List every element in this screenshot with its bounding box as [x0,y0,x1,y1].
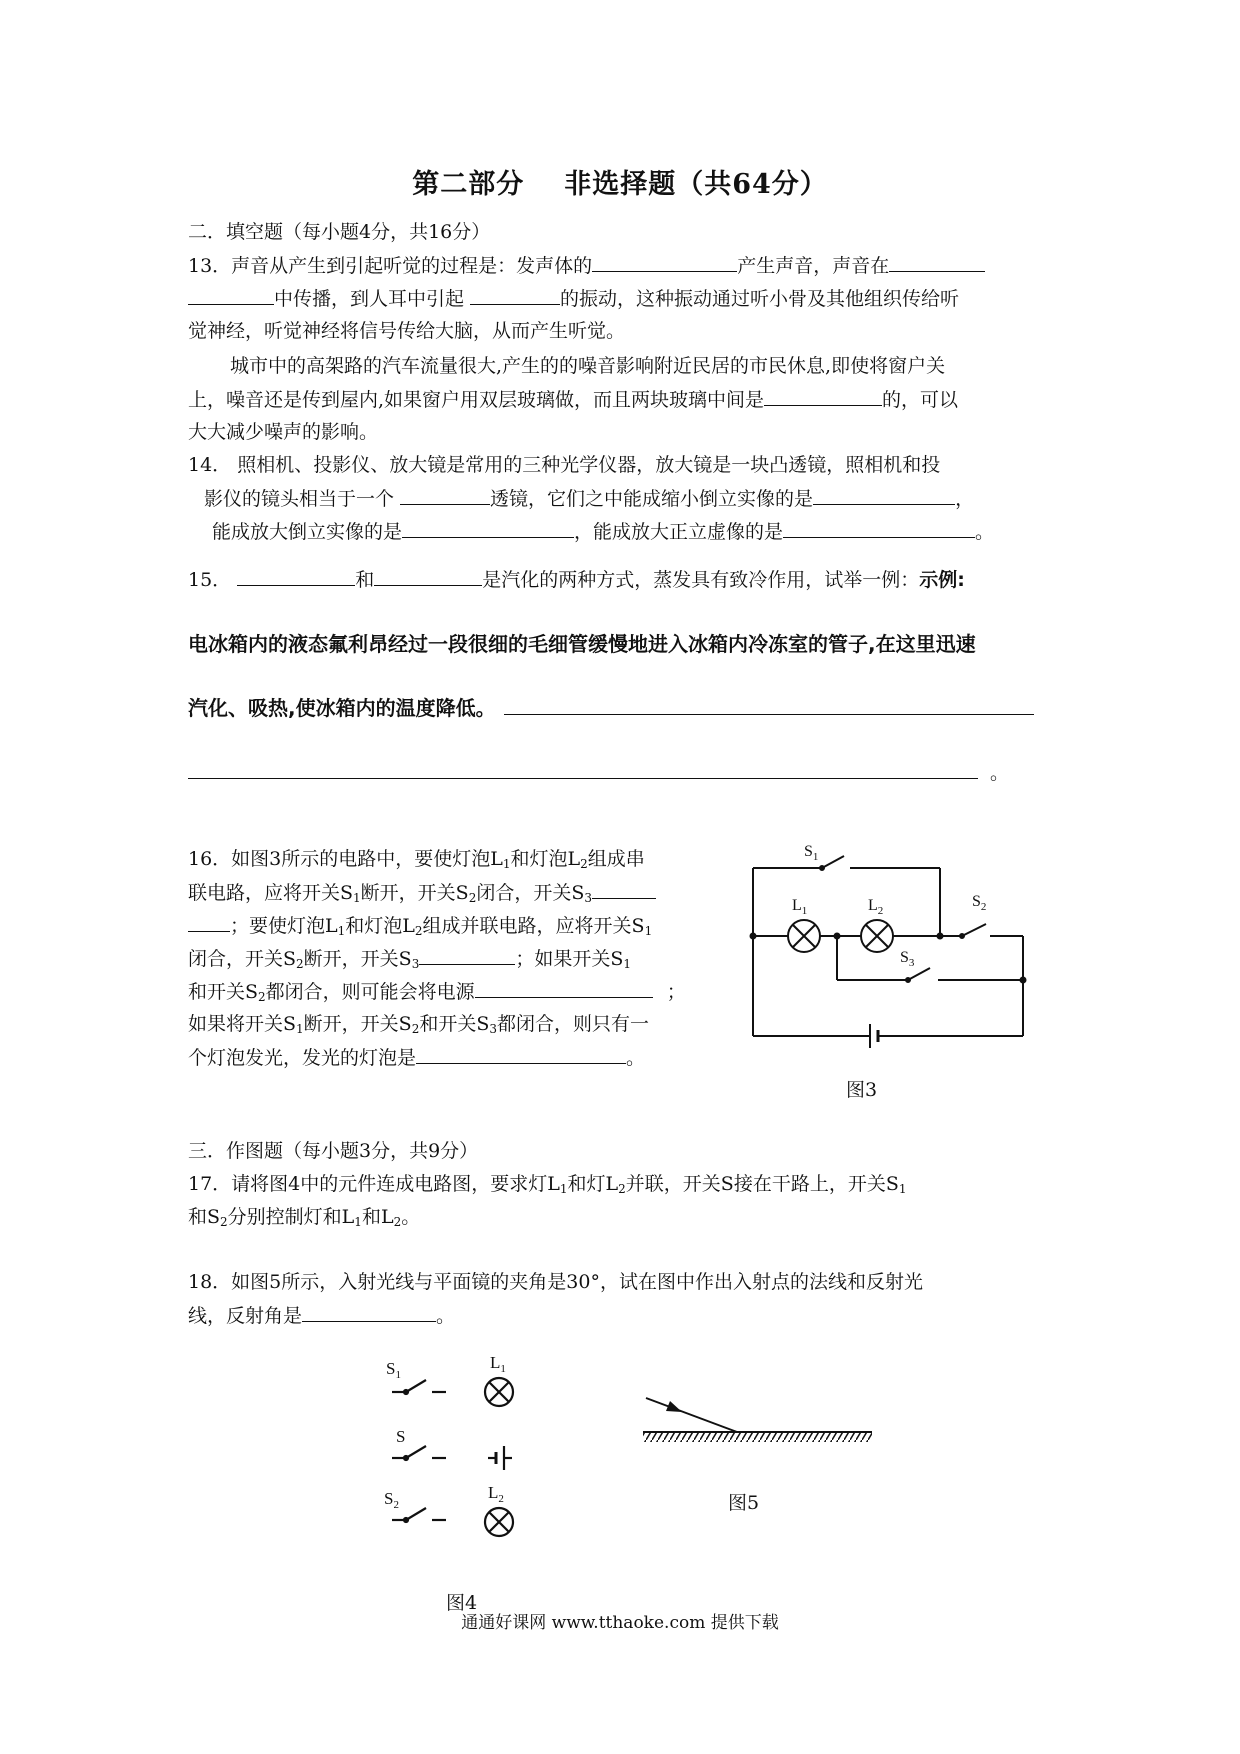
question-16-line-1: 16．如图3所示的电路中，要使灯泡$L_1$和灯泡$L_2$组成串 [188,848,645,871]
ray-arrowhead [666,1401,682,1412]
question-16-line-4: 闭合，开关$S_2$断开，开关$S_3$ ；如果开关$S_1$ [188,944,631,973]
question-15-example-line-2: 汽化、吸热,使冰箱内的温度降低。 [188,694,1034,723]
incident-ray [646,1398,737,1432]
answer-blank[interactable] [764,385,882,406]
answer-blank[interactable] [783,517,975,538]
junction [938,934,943,939]
switch-s3-blade [908,968,930,980]
question-18-line-1: 18．如图5所示，入射光线与平面镜的夹角是30°，试在图中作出入射点的法线和反射光 [188,1271,923,1293]
junction [751,934,756,939]
question-15-example-line-1: 电冰箱内的液态氟利昂经过一段很细的毛细管缓慢地进入冰箱内冷冻室的管子,在这里迅速 [188,632,976,656]
section-heading-fill-blank: 二．填空题（每小题4分，共16分） [188,221,491,243]
answer-blank[interactable] [416,1043,626,1064]
answer-blank[interactable] [374,565,482,586]
answer-blank[interactable] [504,694,1034,715]
answer-blank[interactable] [475,977,653,998]
label-s1: $S_1$ [386,1359,401,1381]
question-15-answer-line: 。 [188,758,1009,787]
answer-blank[interactable] [188,758,978,779]
label-s2: $S_2$ [384,1489,399,1511]
figure-5-mirror-diagram [640,1390,880,1460]
answer-blank[interactable] [400,484,490,505]
junction [1021,978,1026,983]
question-14-line-2: 影仪的镜头相当于一个 透镜，它们之中能成缩小倒立实像的是 ， [204,484,974,513]
answer-blank[interactable] [302,1301,436,1322]
plane-mirror-hatch [643,1433,872,1442]
section-heading-drawing: 三．作图题（每小题3分，共9分） [188,1140,479,1162]
figure-4-components [380,1350,560,1550]
answer-blank[interactable] [188,284,274,305]
label-l1: $L_1$ [490,1353,506,1375]
page-footer: 通通好课网 www.tthaoke.com 提供下载 [461,1613,779,1633]
answer-blank[interactable] [592,251,737,272]
question-16-line-2: 联电路，应将开关$S_1$断开，开关$S_2$闭合，开关$S_3$ [188,878,656,907]
answer-blank[interactable] [419,944,515,965]
answer-blank[interactable] [470,284,560,305]
switch-s1-blade [822,856,844,868]
answer-blank[interactable] [592,878,656,899]
question-13-para2-line-1: 城市中的高架路的汽车流量很大,产生的的噪音影响附近民居的市民休息,即使将窗户关 [230,355,946,377]
question-15-line-1: 15． 和 是汽化的两种方式，蒸发具有致冷作用，试举一例：示例: [188,565,965,594]
figure-3-circuit-diagram [740,838,1040,1078]
label-s2: $S_2$ [972,893,987,913]
label-l1: $L_1$ [792,897,808,917]
answer-blank[interactable] [889,251,985,272]
title-part: 第二部分 [412,169,525,200]
question-17-line-2: 和$S_2$分别控制灯和$L_1$和$L_2$。 [188,1206,421,1229]
title-subtitle: 非选择题（共64分） [564,169,828,200]
question-14-line-3: 能成放大倒立实像的是 ，能成放大正立虚像的是 。 [212,517,994,546]
figure-3-caption: 图3 [846,1079,878,1101]
switch-s2-blade [962,924,986,936]
label-l2: $L_2$ [488,1483,504,1505]
question-13-line-2: 中传播，到人耳中引起 的振动，这种振动通过听小骨及其他组织传给听 [188,284,959,313]
question-13-line-3: 觉神经，听觉神经将信号传给大脑，从而产生听觉。 [188,320,626,342]
figure-4-caption: 图4 [446,1592,478,1614]
question-17-line-1: 17．请将图4中的元件连成电路图，要求灯$L_1$和灯$L_2$并联，开关S接在干路上，开关$S_1$ [188,1173,907,1196]
label-s3: $S_3$ [900,949,915,969]
question-14-line-1: 14． 照相机、投影仪、放大镜是常用的三种光学仪器，放大镜是一块凸透镜，照相机和投 [188,454,941,476]
question-13-para2-line-3: 大大减少噪声的影响。 [188,421,379,443]
question-16-line-5: 和开关$S_2$都闭合，则可能会将电源 ； [188,977,686,1006]
figure-5-caption: 图5 [728,1492,760,1514]
label-s1: $S_1$ [804,843,819,863]
question-16-line-3: ；要使灯泡$L_1$和灯泡$L_2$组成并联电路，应将开关$S_1$ [188,911,652,940]
question-16-line-6: 如果将开关$S_1$断开，开关$S_2$和开关$S_3$都闭合，则只有一 [188,1013,650,1036]
answer-blank[interactable] [188,911,230,932]
answer-blank[interactable] [237,565,355,586]
question-18-line-2: 线，反射角是 。 [188,1301,455,1330]
question-13-line-1: 13．声音从产生到引起听觉的过程是：发声体的 产生声音，声音在 [188,251,985,280]
answer-blank[interactable] [402,517,574,538]
label-l2: $L_2$ [868,897,884,917]
answer-blank[interactable] [813,484,955,505]
example-label: 示例: [919,569,965,591]
question-13-para2-line-2: 上，噪音还是传到屋内,如果窗户用双层玻璃做，而且两块玻璃中间是 的，可以 [188,385,958,414]
page-title [0,162,1240,201]
label-s: S [396,1427,406,1446]
question-16-line-7: 个灯泡发光，发光的灯泡是 。 [188,1043,645,1072]
